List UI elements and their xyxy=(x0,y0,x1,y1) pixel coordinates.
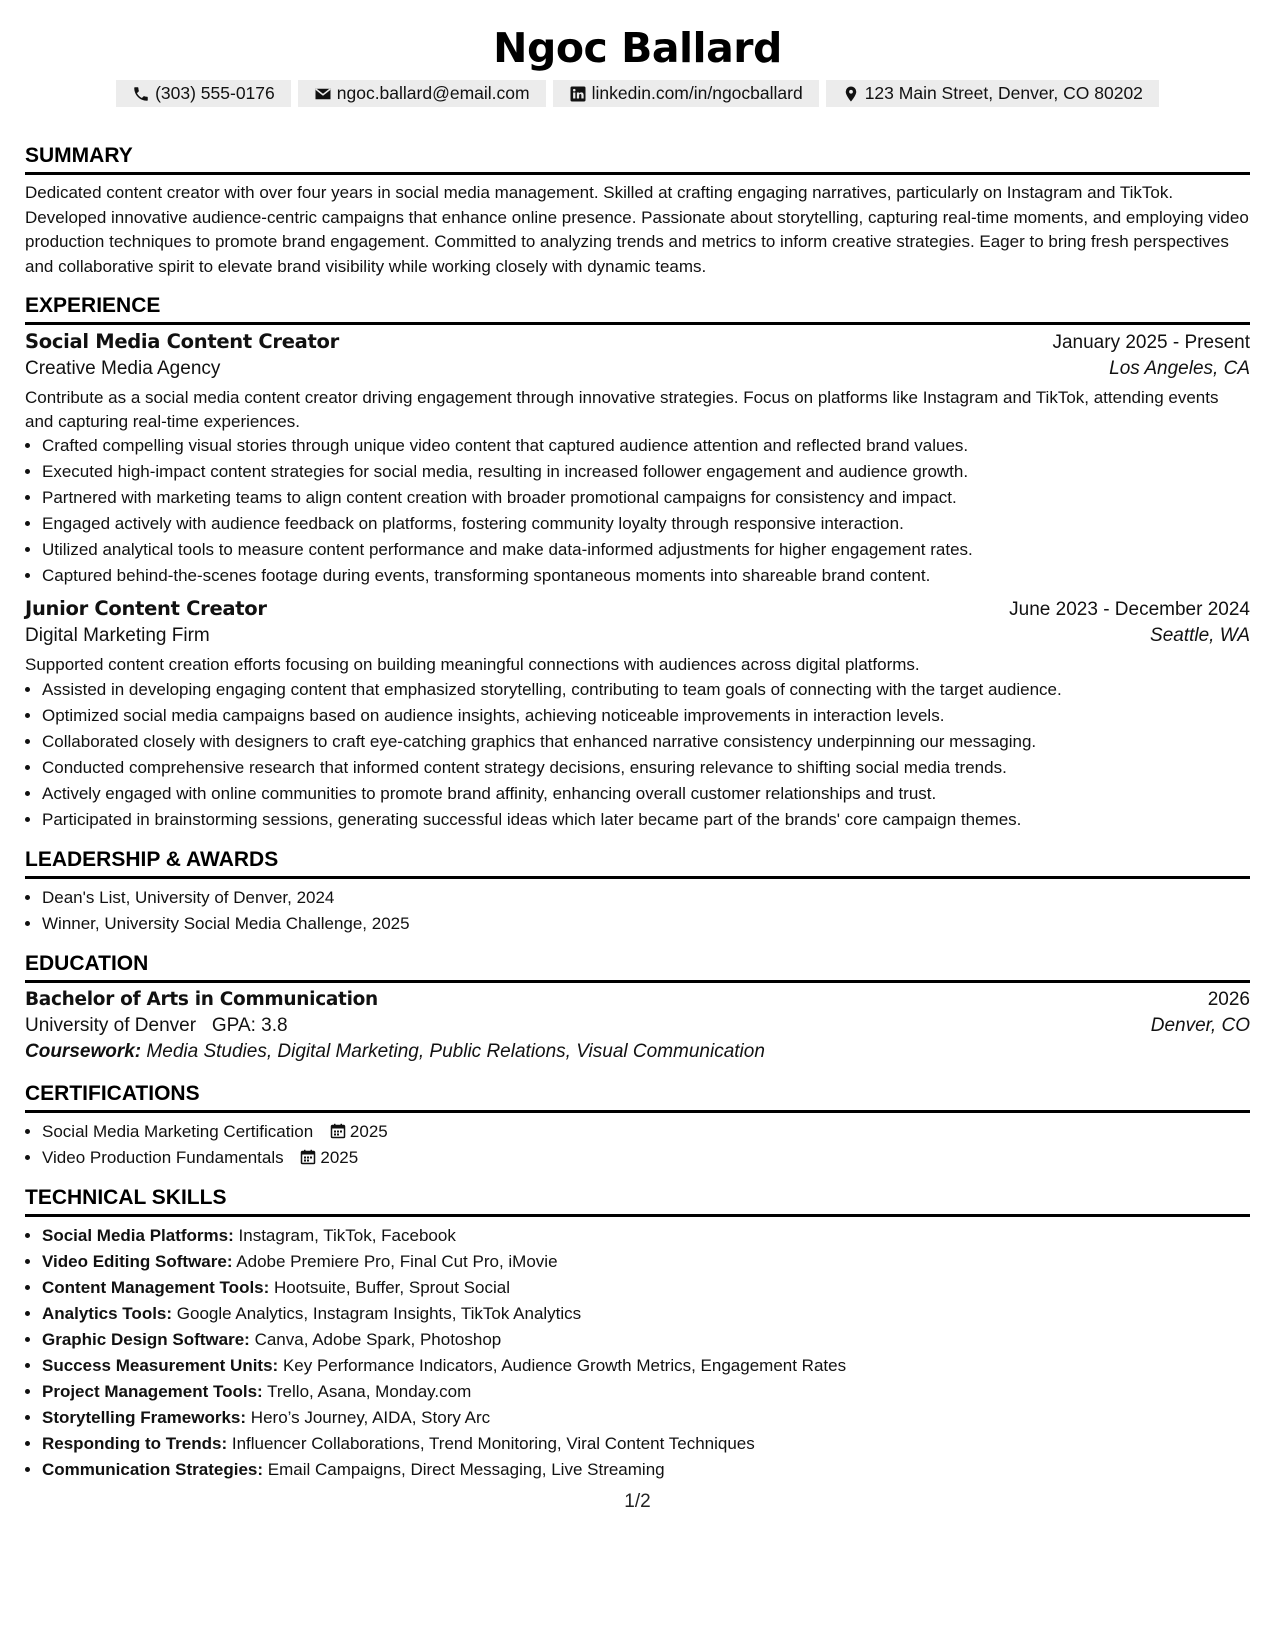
job-title: Social Media Content Creator xyxy=(25,330,339,353)
list-item: • Engaged actively with audience feedback on platforms, fostering community loyalty through responsive interaction. xyxy=(42,511,1250,537)
job-bullets xyxy=(25,433,1250,589)
list-item xyxy=(42,1431,1250,1457)
gpa: GPA: 3.8 xyxy=(211,1014,288,1036)
list-item xyxy=(42,1327,1250,1353)
address-text: 123 Main Street, Denver, CO 80202 xyxy=(864,83,1143,103)
list-item xyxy=(42,1353,1250,1379)
skill-value: Canva, Adobe Spark, Photoshop xyxy=(254,1329,502,1349)
email-chip[interactable] xyxy=(298,80,546,107)
school-name: University of Denver xyxy=(25,1014,197,1036)
job-subheader xyxy=(25,358,1250,380)
email-text: ngoc.ballard@email.com xyxy=(336,83,530,103)
list-item: • Crafted compelling visual stories through unique video content that captured audience attention and reflected brand values. xyxy=(42,433,1250,459)
calendar-icon xyxy=(330,1123,346,1139)
education-subheader xyxy=(25,1015,1250,1037)
section-title: LEADERSHIP & AWARDS xyxy=(25,847,1250,879)
coursework-label: Coursework: xyxy=(25,1040,142,1062)
skill-value: Google Analytics, Instagram Insights, TikTok Analytics xyxy=(176,1303,582,1323)
map-pin-icon xyxy=(842,85,860,103)
leadership-section xyxy=(25,847,1250,937)
job-subheader xyxy=(25,625,1250,647)
list-item: • Executed high-impact content strategies for social media, resulting in increased follower engagement and audience growth. xyxy=(42,459,1250,485)
certification-name: Social Media Marketing Certification xyxy=(42,1121,314,1141)
job-description: Supported content creation efforts focusing on building meaningful connections with audiences across digital platforms. xyxy=(25,655,920,674)
skill-label: Storytelling Frameworks: xyxy=(42,1407,247,1427)
skill-label: Video Editing Software: xyxy=(42,1251,233,1271)
skills-list xyxy=(25,1223,1250,1483)
address-chip xyxy=(826,80,1159,107)
job-location: Los Angeles, CA xyxy=(1109,358,1250,379)
job-entry xyxy=(25,330,1250,589)
skills-section xyxy=(25,1185,1250,1483)
experience-section xyxy=(25,293,1250,833)
school-location: Denver, CO xyxy=(1150,1014,1250,1036)
list-item xyxy=(42,1119,1250,1145)
skill-label: Success Measurement Units: xyxy=(42,1355,279,1375)
section-title: CERTIFICATIONS xyxy=(25,1081,1250,1113)
coursework xyxy=(25,1041,1250,1063)
summary-text: Dedicated content creator with over four years in social media management. Skilled at crafting engaging narratives, particularly on Instagram and TikTok. Developed innovative audience-centric campaigns that enhance online presence. Passionate about storytelling, capturing real-time moments, and employing video production techniques to promote brand engagement. Committed to analyzing trends and metrics to inform creative strategies. Eager to bring fresh perspectives and collaborative spirit to elevate brand visibility while working closely with dynamic teams. xyxy=(25,183,1249,276)
awards-list xyxy=(25,885,1250,937)
envelope-icon xyxy=(314,85,332,103)
summary-section xyxy=(25,143,1250,279)
job-title: Junior Content Creator xyxy=(25,597,267,620)
list-item: • Utilized analytical tools to measure content performance and make data-informed adjustments for higher engagement rates. xyxy=(42,537,1250,563)
certification-name: Video Production Fundamentals xyxy=(42,1147,284,1167)
skill-value: Instagram, TikTok, Facebook xyxy=(238,1225,456,1245)
list-item xyxy=(42,1405,1250,1431)
certifications-section xyxy=(25,1081,1250,1171)
section-title: EXPERIENCE xyxy=(25,293,1250,325)
degree: Bachelor of Arts in Communication xyxy=(25,988,378,1010)
linkedin-icon xyxy=(569,85,587,103)
phone-chip[interactable] xyxy=(116,80,291,107)
phone-text: (303) 555-0176 xyxy=(155,83,275,103)
certifications-list xyxy=(25,1119,1250,1171)
skill-label: Analytics Tools: xyxy=(42,1303,173,1323)
list-item xyxy=(42,1301,1250,1327)
contact-bar xyxy=(25,80,1250,107)
skill-value: Influencer Collaborations, Trend Monitoring, Viral Content Techniques xyxy=(231,1433,755,1453)
certification-year: 2025 xyxy=(349,1121,388,1141)
linkedin-text: linkedin.com/in/ngocballard xyxy=(591,83,803,103)
list-item: • Dean's List, University of Denver, 2024 xyxy=(42,885,1250,911)
job-company: Digital Marketing Firm xyxy=(25,625,210,646)
skill-label: Project Management Tools: xyxy=(42,1381,263,1401)
list-item xyxy=(42,1275,1250,1301)
skill-value: Hero’s Journey, AIDA, Story Arc xyxy=(250,1407,491,1427)
page-number: 1/2 xyxy=(624,1491,651,1512)
job-description: Contribute as a social media content creator driving engagement through innovative strategies. Focus on platforms like Instagram and TikTok, attending events and capturing real-time experiences. xyxy=(25,388,1219,431)
job-dates: June 2023 - December 2024 xyxy=(1009,599,1250,620)
skill-label: Graphic Design Software: xyxy=(42,1329,250,1349)
graduation-year: 2026 xyxy=(1207,988,1250,1010)
education-section xyxy=(25,951,1250,1063)
list-item xyxy=(42,1379,1250,1405)
list-item: • Collaborated closely with designers to craft eye-catching graphics that enhanced narrative consistency underpinning our messaging. xyxy=(42,729,1250,755)
list-item: • Assisted in developing engaging content that emphasized storytelling, contributing to team goals of connecting with the target audience. xyxy=(42,677,1250,703)
certification-year: 2025 xyxy=(320,1147,359,1167)
skill-label: Social Media Platforms: xyxy=(42,1225,234,1245)
job-bullets xyxy=(25,677,1250,833)
job-header xyxy=(25,330,1250,354)
phone-icon xyxy=(132,85,150,103)
job-header xyxy=(25,597,1250,621)
job-entry xyxy=(25,597,1250,833)
job-dates: January 2025 - Present xyxy=(1052,332,1250,353)
skill-value: Trello, Asana, Monday.com xyxy=(267,1381,472,1401)
linkedin-chip[interactable] xyxy=(553,80,819,107)
section-title: EDUCATION xyxy=(25,951,1250,983)
skill-label: Communication Strategies: xyxy=(42,1459,264,1479)
list-item: • Participated in brainstorming sessions, generating successful ideas which later became part of the brands' core campaign themes. xyxy=(42,807,1250,833)
list-item: • Captured behind-the-scenes footage during events, transforming spontaneous moments into shareable brand content. xyxy=(42,563,1250,589)
list-item xyxy=(42,1457,1250,1483)
skill-value: Key Performance Indicators, Audience Growth Metrics, Engagement Rates xyxy=(282,1355,847,1375)
list-item: • Partnered with marketing teams to align content creation with broader promotional campaigns for consistency and impact. xyxy=(42,485,1250,511)
list-item: • Optimized social media campaigns based on audience insights, achieving noticeable improvements in interaction levels. xyxy=(42,703,1250,729)
list-item xyxy=(42,1249,1250,1275)
coursework-list: Media Studies, Digital Marketing, Public Relations, Visual Communication xyxy=(146,1040,765,1062)
section-title: TECHNICAL SKILLS xyxy=(25,1185,1250,1217)
education-header xyxy=(25,989,1250,1011)
skill-value: Email Campaigns, Direct Messaging, Live Streaming xyxy=(267,1459,665,1479)
job-company: Creative Media Agency xyxy=(25,358,221,379)
skill-value: Hootsuite, Buffer, Sprout Social xyxy=(274,1277,510,1297)
list-item: • Winner, University Social Media Challenge, 2025 xyxy=(42,911,1250,937)
calendar-icon xyxy=(300,1149,316,1165)
list-item: • Conducted comprehensive research that informed content strategy decisions, ensuring relevance to shifting social media trends. xyxy=(42,755,1250,781)
list-item xyxy=(42,1223,1250,1249)
list-item xyxy=(42,1145,1250,1171)
skill-label: Content Management Tools: xyxy=(42,1277,270,1297)
skill-label: Responding to Trends: xyxy=(42,1433,228,1453)
list-item: • Actively engaged with online communities to promote brand affinity, enhancing overall customer relationships and trust. xyxy=(42,781,1250,807)
candidate-name: Ngoc Ballard xyxy=(493,24,782,72)
job-location: Seattle, WA xyxy=(1150,625,1250,646)
skill-value: Adobe Premiere Pro, Final Cut Pro, iMovie xyxy=(236,1251,558,1271)
section-title: SUMMARY xyxy=(25,143,1250,175)
school-line xyxy=(25,1015,288,1037)
